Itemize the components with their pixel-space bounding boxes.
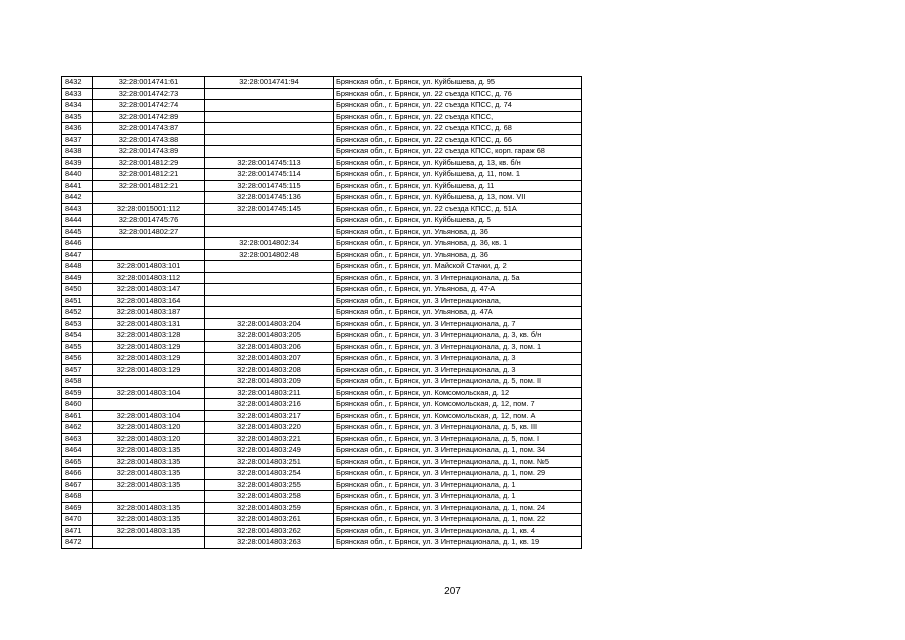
land-cadastral-number-cell: 32:28:0014743:87: [93, 123, 205, 135]
land-cadastral-number-cell: 32:28:0014742:73: [93, 88, 205, 100]
building-cadastral-number-cell: [205, 134, 334, 146]
table-row: [62, 180, 582, 192]
property-table: [61, 76, 582, 549]
address-cell: Брянская обл., г. Брянск, ул. 3 Интернационала,: [334, 295, 582, 307]
address-cell: Брянская обл., г. Брянск, ул. 3 Интернационала, д. 3: [334, 364, 582, 376]
land-cadastral-number-cell: 32:28:0014742:89: [93, 111, 205, 123]
land-cadastral-number-cell: [93, 238, 205, 250]
row-number-cell: 8465: [62, 456, 93, 468]
land-cadastral-number-cell: 32:28:0014803:135: [93, 468, 205, 480]
table-row: [62, 353, 582, 365]
row-number-cell: 8459: [62, 387, 93, 399]
building-cadastral-number-cell: [205, 111, 334, 123]
row-number-cell: 8468: [62, 491, 93, 503]
row-number-cell: 8443: [62, 203, 93, 215]
address-cell: Брянская обл., г. Брянск, ул. 3 Интернационала, д. 1, пом. 34: [334, 445, 582, 457]
address-cell: Брянская обл., г. Брянск, ул. Ульянова, д. 47-А: [334, 284, 582, 296]
address-cell: Брянская обл., г. Брянск, ул. 3 Интернационала, д. 1, пом. №5: [334, 456, 582, 468]
address-cell: Брянская обл., г. Брянск, ул. 3 Интернационала, д. 1, кв. 4: [334, 525, 582, 537]
land-cadastral-number-cell: 32:28:0014742:74: [93, 100, 205, 112]
property-table-body: [62, 77, 582, 549]
address-cell: Брянская обл., г. Брянск, ул. 22 съезда КПСС, д. 74: [334, 100, 582, 112]
land-cadastral-number-cell: 32:28:0014743:88: [93, 134, 205, 146]
address-cell: Брянская обл., г. Брянск, ул. 3 Интернационала, д. 1, пом. 24: [334, 502, 582, 514]
address-cell: Брянская обл., г. Брянск, ул. Ульянова, д. 36, кв. 1: [334, 238, 582, 250]
table-row: [62, 203, 582, 215]
land-cadastral-number-cell: [93, 537, 205, 549]
land-cadastral-number-cell: 32:28:0014803:101: [93, 261, 205, 273]
building-cadastral-number-cell: 32:28:0014803:204: [205, 318, 334, 330]
row-number-cell: 8454: [62, 330, 93, 342]
table-row: [62, 514, 582, 526]
address-cell: Брянская обл., г. Брянск, ул. Комсомольская, д. 12: [334, 387, 582, 399]
land-cadastral-number-cell: 32:28:0015001:112: [93, 203, 205, 215]
building-cadastral-number-cell: 32:28:0014803:220: [205, 422, 334, 434]
land-cadastral-number-cell: [93, 491, 205, 503]
table-row: [62, 422, 582, 434]
address-cell: Брянская обл., г. Брянск, ул. 3 Интернационала, д. 5, пом. I: [334, 433, 582, 445]
table-row: [62, 410, 582, 422]
row-number-cell: 8442: [62, 192, 93, 204]
table-row: [62, 77, 582, 89]
land-cadastral-number-cell: 32:28:0014803:135: [93, 456, 205, 468]
row-number-cell: 8460: [62, 399, 93, 411]
row-number-cell: 8456: [62, 353, 93, 365]
table-row: [62, 261, 582, 273]
table-row: [62, 364, 582, 376]
building-cadastral-number-cell: [205, 226, 334, 238]
building-cadastral-number-cell: 32:28:0014803:216: [205, 399, 334, 411]
building-cadastral-number-cell: 32:28:0014745:145: [205, 203, 334, 215]
land-cadastral-number-cell: 32:28:0014803:135: [93, 445, 205, 457]
land-cadastral-number-cell: 32:28:0014803:104: [93, 410, 205, 422]
address-cell: Брянская обл., г. Брянск, ул. 22 съезда КПСС, корп. гараж 68: [334, 146, 582, 158]
land-cadastral-number-cell: 32:28:0014743:89: [93, 146, 205, 158]
table-row: [62, 318, 582, 330]
address-cell: Брянская обл., г. Брянск, ул. 3 Интернационала, д. 5а: [334, 272, 582, 284]
table-row: [62, 123, 582, 135]
address-cell: Брянская обл., г. Брянск, ул. Куйбышева, д. 13, пом. VII: [334, 192, 582, 204]
building-cadastral-number-cell: 32:28:0014803:263: [205, 537, 334, 549]
row-number-cell: 8439: [62, 157, 93, 169]
address-cell: Брянская обл., г. Брянск, ул. Комсомольская, д. 12, пом. 7: [334, 399, 582, 411]
table-row: [62, 169, 582, 181]
building-cadastral-number-cell: [205, 88, 334, 100]
table-row: [62, 307, 582, 319]
table-row: [62, 238, 582, 250]
table-row: [62, 399, 582, 411]
land-cadastral-number-cell: 32:28:0014803:135: [93, 514, 205, 526]
building-cadastral-number-cell: 32:28:0014802:48: [205, 249, 334, 261]
building-cadastral-number-cell: 32:28:0014803:255: [205, 479, 334, 491]
building-cadastral-number-cell: [205, 307, 334, 319]
row-number-cell: 8441: [62, 180, 93, 192]
table-row: [62, 88, 582, 100]
table-row: [62, 157, 582, 169]
row-number-cell: 8455: [62, 341, 93, 353]
building-cadastral-number-cell: 32:28:0014803:209: [205, 376, 334, 388]
building-cadastral-number-cell: [205, 123, 334, 135]
row-number-cell: 8434: [62, 100, 93, 112]
row-number-cell: 8449: [62, 272, 93, 284]
address-cell: Брянская обл., г. Брянск, ул. 3 Интернационала, д. 7: [334, 318, 582, 330]
building-cadastral-number-cell: 32:28:0014803:259: [205, 502, 334, 514]
building-cadastral-number-cell: 32:28:0014803:261: [205, 514, 334, 526]
building-cadastral-number-cell: 32:28:0014803:217: [205, 410, 334, 422]
building-cadastral-number-cell: 32:28:0014803:207: [205, 353, 334, 365]
table-row: [62, 479, 582, 491]
table-row: [62, 295, 582, 307]
land-cadastral-number-cell: 32:28:0014803:129: [93, 353, 205, 365]
row-number-cell: 8450: [62, 284, 93, 296]
address-cell: Брянская обл., г. Брянск, ул. 22 съезда КПСС, д. 68: [334, 123, 582, 135]
address-cell: Брянская обл., г. Брянск, ул. 22 съезда КПСС, д. 76: [334, 88, 582, 100]
address-cell: Брянская обл., г. Брянск, ул. Куйбышева, д. 13, кв. б/н: [334, 157, 582, 169]
table-row: [62, 134, 582, 146]
address-cell: Брянская обл., г. Брянск, ул. 22 съезда КПСС, д. 66: [334, 134, 582, 146]
row-number-cell: 8445: [62, 226, 93, 238]
table-row: [62, 215, 582, 227]
building-cadastral-number-cell: 32:28:0014803:208: [205, 364, 334, 376]
building-cadastral-number-cell: 32:28:0014803:205: [205, 330, 334, 342]
land-cadastral-number-cell: 32:28:0014741:61: [93, 77, 205, 89]
table-row: [62, 376, 582, 388]
land-cadastral-number-cell: 32:28:0014803:164: [93, 295, 205, 307]
building-cadastral-number-cell: 32:28:0014803:221: [205, 433, 334, 445]
row-number-cell: 8451: [62, 295, 93, 307]
address-cell: Брянская обл., г. Брянск, ул. 22 съезда КПСС, д. 51А: [334, 203, 582, 215]
land-cadastral-number-cell: 32:28:0014803:147: [93, 284, 205, 296]
building-cadastral-number-cell: [205, 261, 334, 273]
address-cell: Брянская обл., г. Брянск, ул. Майской Стачки, д. 2: [334, 261, 582, 273]
row-number-cell: 8463: [62, 433, 93, 445]
row-number-cell: 8458: [62, 376, 93, 388]
table-row: [62, 249, 582, 261]
row-number-cell: 8440: [62, 169, 93, 181]
row-number-cell: 8461: [62, 410, 93, 422]
building-cadastral-number-cell: [205, 100, 334, 112]
table-row: [62, 491, 582, 503]
row-number-cell: 8462: [62, 422, 93, 434]
row-number-cell: 8457: [62, 364, 93, 376]
address-cell: Брянская обл., г. Брянск, ул. Куйбышева, д. 5: [334, 215, 582, 227]
table-row: [62, 387, 582, 399]
row-number-cell: 8432: [62, 77, 93, 89]
address-cell: Брянская обл., г. Брянск, ул. Ульянова, д. 47А: [334, 307, 582, 319]
land-cadastral-number-cell: [93, 249, 205, 261]
building-cadastral-number-cell: 32:28:0014745:136: [205, 192, 334, 204]
building-cadastral-number-cell: 32:28:0014745:115: [205, 180, 334, 192]
address-cell: Брянская обл., г. Брянск, ул. Ульянова, д. 36: [334, 226, 582, 238]
table-row: [62, 468, 582, 480]
building-cadastral-number-cell: [205, 215, 334, 227]
building-cadastral-number-cell: [205, 284, 334, 296]
land-cadastral-number-cell: 32:28:0014803:135: [93, 479, 205, 491]
row-number-cell: 8436: [62, 123, 93, 135]
building-cadastral-number-cell: 32:28:0014803:206: [205, 341, 334, 353]
building-cadastral-number-cell: [205, 146, 334, 158]
land-cadastral-number-cell: 32:28:0014802:27: [93, 226, 205, 238]
building-cadastral-number-cell: 32:28:0014803:249: [205, 445, 334, 457]
table-row: [62, 330, 582, 342]
table-row: [62, 341, 582, 353]
table-row: [62, 226, 582, 238]
land-cadastral-number-cell: 32:28:0014812:21: [93, 169, 205, 181]
building-cadastral-number-cell: 32:28:0014803:251: [205, 456, 334, 468]
row-number-cell: 8453: [62, 318, 93, 330]
table-row: [62, 502, 582, 514]
land-cadastral-number-cell: 32:28:0014803:120: [93, 433, 205, 445]
address-cell: Брянская обл., г. Брянск, ул. Куйбышева, д. 11: [334, 180, 582, 192]
address-cell: Брянская обл., г. Брянск, ул. 3 Интернационала, д. 5, кв. III: [334, 422, 582, 434]
table-row: [62, 537, 582, 549]
row-number-cell: 8438: [62, 146, 93, 158]
address-cell: Брянская обл., г. Брянск, ул. 3 Интернационала, д. 1, кв. 19: [334, 537, 582, 549]
table-row: [62, 272, 582, 284]
table-row: [62, 100, 582, 112]
address-cell: Брянская обл., г. Брянск, ул. Куйбышева, д. 95: [334, 77, 582, 89]
land-cadastral-number-cell: 32:28:0014812:29: [93, 157, 205, 169]
table-row: [62, 284, 582, 296]
building-cadastral-number-cell: [205, 295, 334, 307]
building-cadastral-number-cell: 32:28:0014803:262: [205, 525, 334, 537]
building-cadastral-number-cell: 32:28:0014802:34: [205, 238, 334, 250]
land-cadastral-number-cell: 32:28:0014803:135: [93, 525, 205, 537]
land-cadastral-number-cell: 32:28:0014803:129: [93, 364, 205, 376]
row-number-cell: 8471: [62, 525, 93, 537]
page-number: 207: [444, 586, 461, 597]
land-cadastral-number-cell: 32:28:0014812:21: [93, 180, 205, 192]
table-row: [62, 445, 582, 457]
address-cell: Брянская обл., г. Брянск, ул. 3 Интернационала, д. 1, пом. 29: [334, 468, 582, 480]
building-cadastral-number-cell: 32:28:0014803:258: [205, 491, 334, 503]
building-cadastral-number-cell: 32:28:0014745:114: [205, 169, 334, 181]
building-cadastral-number-cell: 32:28:0014803:211: [205, 387, 334, 399]
row-number-cell: 8467: [62, 479, 93, 491]
address-cell: Брянская обл., г. Брянск, ул. 3 Интернационала, д. 1: [334, 479, 582, 491]
land-cadastral-number-cell: 32:28:0014803:129: [93, 341, 205, 353]
land-cadastral-number-cell: 32:28:0014803:128: [93, 330, 205, 342]
land-cadastral-number-cell: 32:28:0014803:131: [93, 318, 205, 330]
row-number-cell: 8437: [62, 134, 93, 146]
table-row: [62, 525, 582, 537]
land-cadastral-number-cell: 32:28:0014803:112: [93, 272, 205, 284]
table-row: [62, 456, 582, 468]
row-number-cell: 8433: [62, 88, 93, 100]
address-cell: Брянская обл., г. Брянск, ул. 3 Интернационала, д. 3: [334, 353, 582, 365]
land-cadastral-number-cell: [93, 399, 205, 411]
land-cadastral-number-cell: 32:28:0014803:135: [93, 502, 205, 514]
table-row: [62, 433, 582, 445]
row-number-cell: 8472: [62, 537, 93, 549]
address-cell: Брянская обл., г. Брянск, ул. 22 съезда КПСС,: [334, 111, 582, 123]
row-number-cell: 8447: [62, 249, 93, 261]
land-cadastral-number-cell: [93, 192, 205, 204]
row-number-cell: 8444: [62, 215, 93, 227]
building-cadastral-number-cell: 32:28:0014803:254: [205, 468, 334, 480]
land-cadastral-number-cell: 32:28:0014803:104: [93, 387, 205, 399]
building-cadastral-number-cell: 32:28:0014741:94: [205, 77, 334, 89]
land-cadastral-number-cell: [93, 376, 205, 388]
table-row: [62, 146, 582, 158]
address-cell: Брянская обл., г. Брянск, ул. Ульянова, д. 36: [334, 249, 582, 261]
address-cell: Брянская обл., г. Брянск, ул. 3 Интернационала, д. 1, пом. 22: [334, 514, 582, 526]
row-number-cell: 8452: [62, 307, 93, 319]
land-cadastral-number-cell: 32:28:0014803:120: [93, 422, 205, 434]
row-number-cell: 8470: [62, 514, 93, 526]
address-cell: Брянская обл., г. Брянск, ул. 3 Интернационала, д. 3, пом. 1: [334, 341, 582, 353]
row-number-cell: 8446: [62, 238, 93, 250]
address-cell: Брянская обл., г. Брянск, ул. Комсомольская, д. 12, пом. А: [334, 410, 582, 422]
land-cadastral-number-cell: 32:28:0014803:187: [93, 307, 205, 319]
row-number-cell: 8466: [62, 468, 93, 480]
table-row: [62, 192, 582, 204]
land-cadastral-number-cell: 32:28:0014745:76: [93, 215, 205, 227]
address-cell: Брянская обл., г. Брянск, ул. 3 Интернационала, д. 1: [334, 491, 582, 503]
row-number-cell: 8464: [62, 445, 93, 457]
building-cadastral-number-cell: [205, 272, 334, 284]
address-cell: Брянская обл., г. Брянск, ул. 3 Интернационала, д. 3, кв. б/н: [334, 330, 582, 342]
address-cell: Брянская обл., г. Брянск, ул. Куйбышева, д. 11, пом. 1: [334, 169, 582, 181]
row-number-cell: 8469: [62, 502, 93, 514]
table-row: [62, 111, 582, 123]
row-number-cell: 8435: [62, 111, 93, 123]
building-cadastral-number-cell: 32:28:0014745:113: [205, 157, 334, 169]
row-number-cell: 8448: [62, 261, 93, 273]
address-cell: Брянская обл., г. Брянск, ул. 3 Интернационала, д. 5, пом. II: [334, 376, 582, 388]
